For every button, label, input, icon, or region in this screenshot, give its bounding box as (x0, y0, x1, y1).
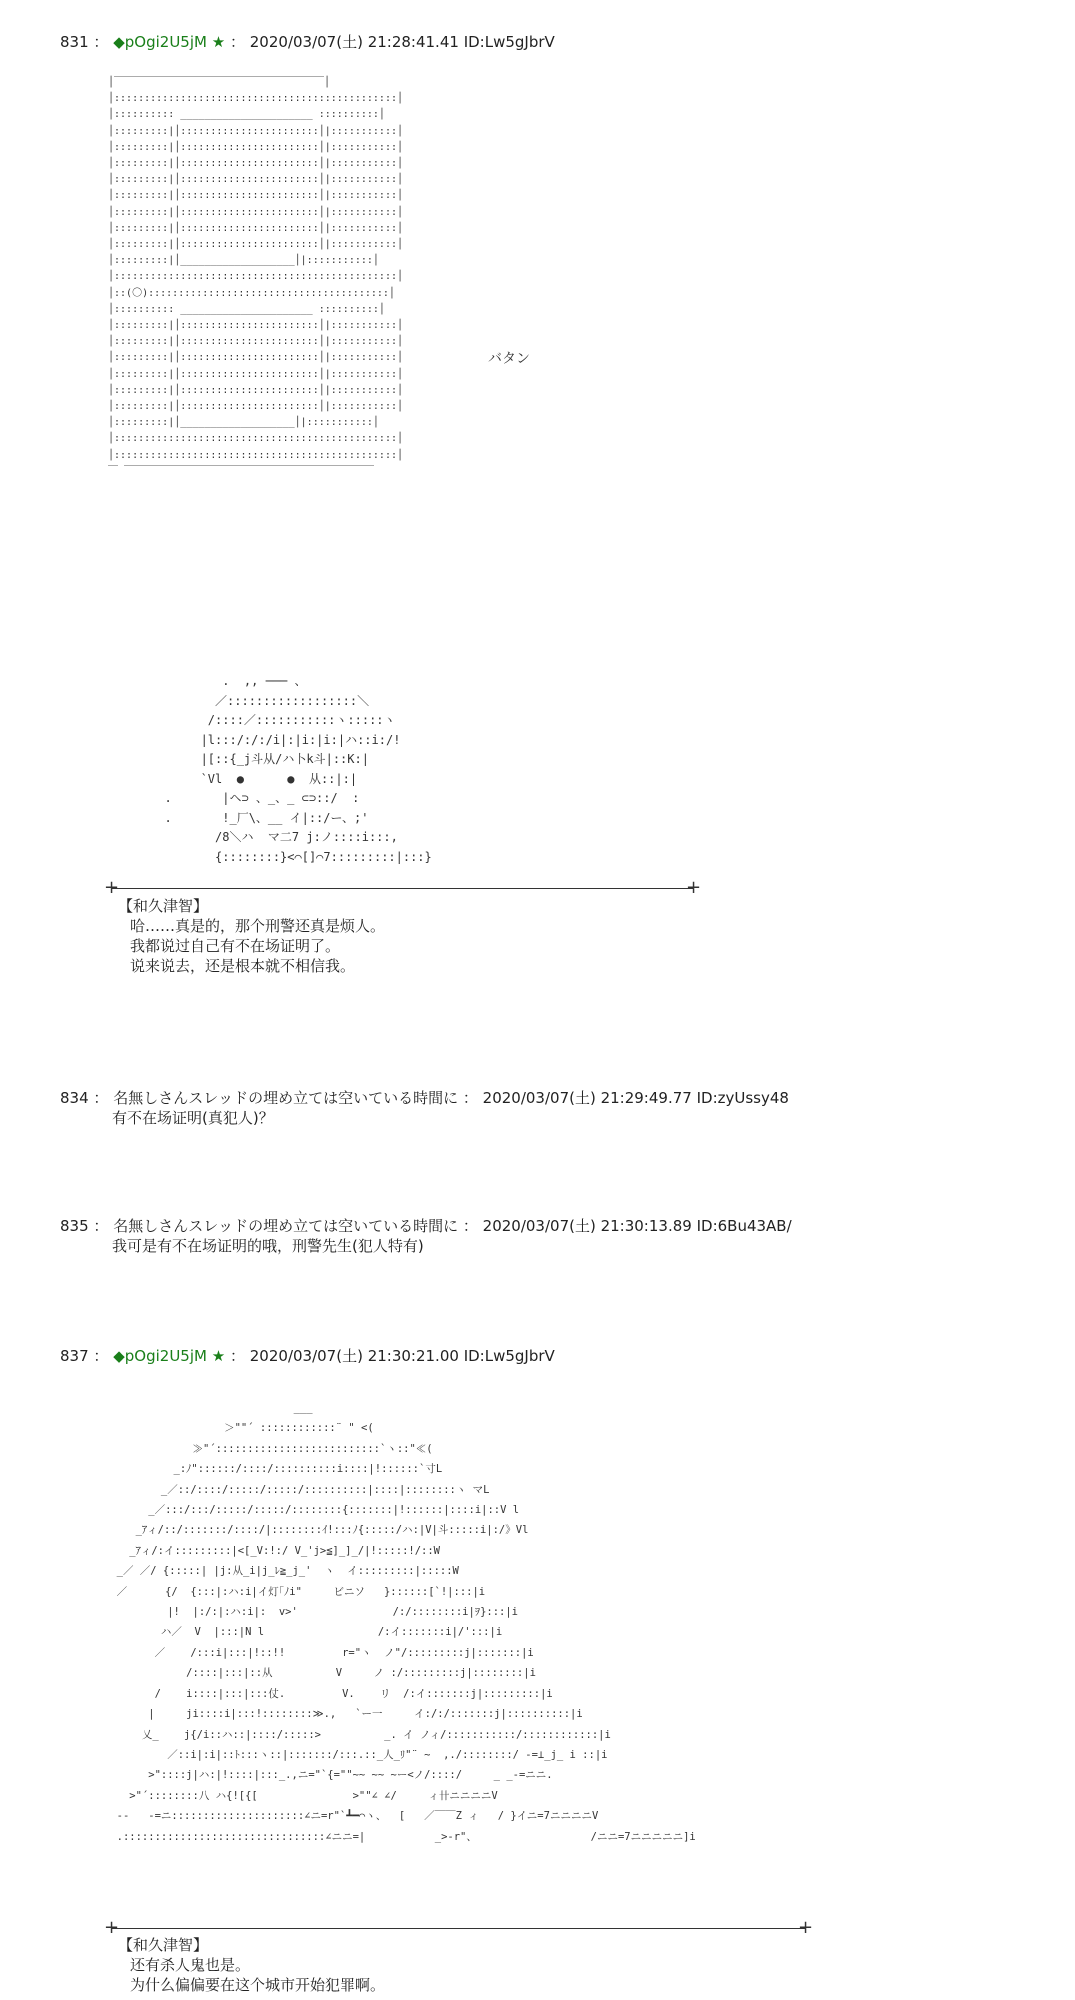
post-body: 我可是有不在场证明的哦，刑警先生(犯人特有) (112, 1237, 424, 1255)
post-835 (60, 1216, 1060, 1256)
post-id[interactable]: ID:Lw5gJbrV (463, 33, 555, 51)
sound-effect-text: バタン (488, 351, 530, 367)
dialog-831 (118, 896, 385, 976)
post-date: 2020/03/07(土) 21:30:13.89 (482, 1217, 692, 1235)
ascii-art-girl: ___ ＞""´ ::::::::::::¨ " <( ≫"´::::::::::::::::::::::::::`ヽ::"≪( _:ﾉ"::::::/::::/::::::::::i::::|!::::::`寸L _／::/::::/:::::/:::::/::::::::::|::::|::::::::ヽ マL _／:::/:::/:::::/:::::/::::::::{:::::::|!::::::|::::i|::V l _ｱィ/::/:::::::/::::/|::::::::ｲ!:::ﾉ{:::::/ハ:|V|斗:::::i|:/》Vl _ｱィ/:イ:::::::::|<[_V:!:/ V_'j>≦]_]_/|!:::::!/::W _／ ／/ {:::::| |j:从_i|j_ﾚ≧_j_' ヽ イ:::::::::|:::::W ／ {/ {:::|:ハ:i|イ灯｢ﾉi" ビニソ }::::::[`!|:::|i |! |:/:|:ハ:i|: v>' /:/::::::::i|ｦ}:::|i ハ／ V |:::|N l /:イ:::::::i|/':::|i ／ /:::i|:::|!::!! r="ヽ ノ"/:::::::::j|:::::::|i /::::|:::|::从 V ノ :/:::::::::j|::::::::|i / i::::|:::|:::仗. V. リ /:イ:::::::j|:::::::::|i | ji::::i|:::!::::::::≫., `ー一 イ:/:/:::::::j|::::::::::|i 乂_ j{/i::ハ::|::::/:::::> _. イ ノィ/:::::::::::/::::::::::::|i ／::i|:i|::ﾄ:::ヽ::|:::::::/:::.::_人_ﾘ"¨ ~ ,./::::::::/ -=⊥_j_ i ::|i >"::::j|ハ:|!::::|:::_.,ニ="`{=""~~ ~~ ~ー<ノ/::::/ _ _-=ニニ. >"´::::::::八 ハ{![{[ >""∠ ∠/ ィ卄ニニニニV -- -=ニ:::::::::::::::::::::∠ニ=r"`┻━⌒ヽ、 [ ／￣￣Z ィ / }イニ=7ニニニニV .::::::::::::::::::::::::::::::::∠ニニ=| _>-r"、 /ニニ=7ニニニニニ]i (116, 1402, 696, 1843)
post-number: 831 (60, 33, 89, 51)
post-header: 837 ： ◆pOgi2U5jM ★ ： 2020/03/07(土) 21:30:21.00 ID:Lw5gJbrV (60, 1347, 555, 1365)
divider-end-right: + (798, 1917, 814, 1938)
post-date: 2020/03/07(土) 21:28:41.41 (249, 33, 459, 51)
ascii-art-face: . ,, ─── 、 ／::::::::::::::::::＼ /::::／:::::::::::ヽ:::::ヽ |l:::/:/:/i|:|i:|i:|ハ::i:/! |[::{_j斗从/ハ卜k斗|::K:| `Vl ● ● 从::|:| . |ヘ⊃ 、_、_ ⊂⊃::/ : . !_厂\、__ イ|::/ー、;' /8＼ハ マ二7 j:ノ::::i:::, {::::::::}<⌒[]⌒7:::::::::|:::} (164, 674, 432, 864)
post-date: 2020/03/07(土) 21:30:21.00 (249, 1347, 459, 1365)
post-834 (60, 1088, 1060, 1128)
divider-end-left: + (104, 877, 120, 898)
dialog-line: 为什么偏偏要在这个城市开始犯罪啊。 (130, 1976, 386, 1994)
dialog-837 (118, 1935, 385, 1995)
divider-line (112, 888, 694, 889)
post-number: 837 (60, 1347, 89, 1365)
post-number: 834 (60, 1089, 89, 1107)
divider-end-right: + (686, 877, 702, 898)
post-date: 2020/03/07(土) 21:29:49.77 (482, 1089, 692, 1107)
poster-name[interactable]: ◆pOgi2U5jM (113, 1347, 207, 1365)
star-icon: ★ (211, 33, 226, 51)
dialog-line: 还有杀人鬼也是。 (130, 1956, 251, 1974)
post-831 (60, 32, 1060, 52)
post-body: 有不在场证明(真犯人)？ (112, 1109, 274, 1127)
post-header: 834 ： 名無しさんスレッドの埋め立ては空いている時間に ： 2020/03/07(土) 21:29:49.77 ID:zyUssy48 (60, 1089, 789, 1107)
post-header: 831 ： ◆pOgi2U5jM ★ ： 2020/03/07(土) 21:28:41.41 ID:Lw5gJbrV (60, 33, 555, 51)
dialog-line: 说来说去，还是根本就不相信我。 (130, 957, 356, 975)
star-icon: ★ (211, 1347, 226, 1365)
divider-end-left: + (104, 1917, 120, 1938)
ascii-art-door: │￣￣￣￣￣￣￣￣￣￣￣￣￣￣￣￣￣￣￣￣￣│ │:::::::::::::::::::::::::::::::::::::::::::::::│ │:::::::::: ______________________ ::::::::::│ │:::::::::|│:::::::::::::::::::::::│|:::::::::::│ │:::::::::|│:::::::::::::::::::::::│|:::::::::::│ │:::::::::|│:::::::::::::::::::::::│|:::::::::::│ │:::::::::|│:::::::::::::::::::::::│|:::::::::::│ │:::::::::|│:::::::::::::::::::::::│|:::::::::::│ │:::::::::|│:::::::::::::::::::::::│|:::::::::::│ │:::::::::|│:::::::::::::::::::::::│|:::::::::::│ │:::::::::|│:::::::::::::::::::::::│|:::::::::::│ │:::::::::|│___________________│|:::::::::::│ │:::::::::::::::::::::::::::::::::::::::::::::::│ │::(〇)::::::::::::::::::::::::::::::::::::::::│ │:::::::::: ______________________ ::::::::::│ │:::::::::|│:::::::::::::::::::::::│|:::::::::::│ │:::::::::|│:::::::::::::::::::::::│|:::::::::::│ │:::::::::|│:::::::::::::::::::::::│|:::::::::::│ │:::::::::|│:::::::::::::::::::::::│|:::::::::::│ │:::::::::|│:::::::::::::::::::::::│|:::::::::::│ │:::::::::|│:::::::::::::::::::::::│|:::::::::::│ │:::::::::|│___________________│|:::::::::::│ │:::::::::::::::::::::::::::::::::::::::::::::::│ │:::::::::::::::::::::::::::::::::::::::::::::::│ ￣ ￣￣￣￣￣￣￣￣￣￣￣￣￣￣￣￣￣￣￣￣￣￣￣￣￣ (108, 77, 404, 477)
post-id[interactable]: ID:Lw5gJbrV (463, 1347, 555, 1365)
speaker-name: 【和久津智】 (118, 897, 209, 915)
divider-line (112, 1928, 806, 1929)
speaker-name: 【和久津智】 (118, 1936, 209, 1954)
post-837 (60, 1346, 1060, 1366)
post-header: 835 ： 名無しさんスレッドの埋め立ては空いている時間に ： 2020/03/07(土) 21:30:13.89 ID:6Bu43AB/ (60, 1217, 792, 1235)
poster-name[interactable]: 名無しさんスレッドの埋め立ては空いている時間に (113, 1089, 459, 1107)
poster-name[interactable]: ◆pOgi2U5jM (113, 33, 207, 51)
post-number: 835 (60, 1217, 89, 1235)
poster-name[interactable]: 名無しさんスレッドの埋め立ては空いている時間に (113, 1217, 459, 1235)
post-id[interactable]: ID:zyUssy48 (696, 1089, 789, 1107)
dialog-line: 我都说过自己有不在场证明了。 (130, 937, 341, 955)
dialog-line: 哈……真是的，那个刑警还真是烦人。 (130, 917, 386, 935)
post-id[interactable]: ID:6Bu43AB/ (696, 1217, 792, 1235)
